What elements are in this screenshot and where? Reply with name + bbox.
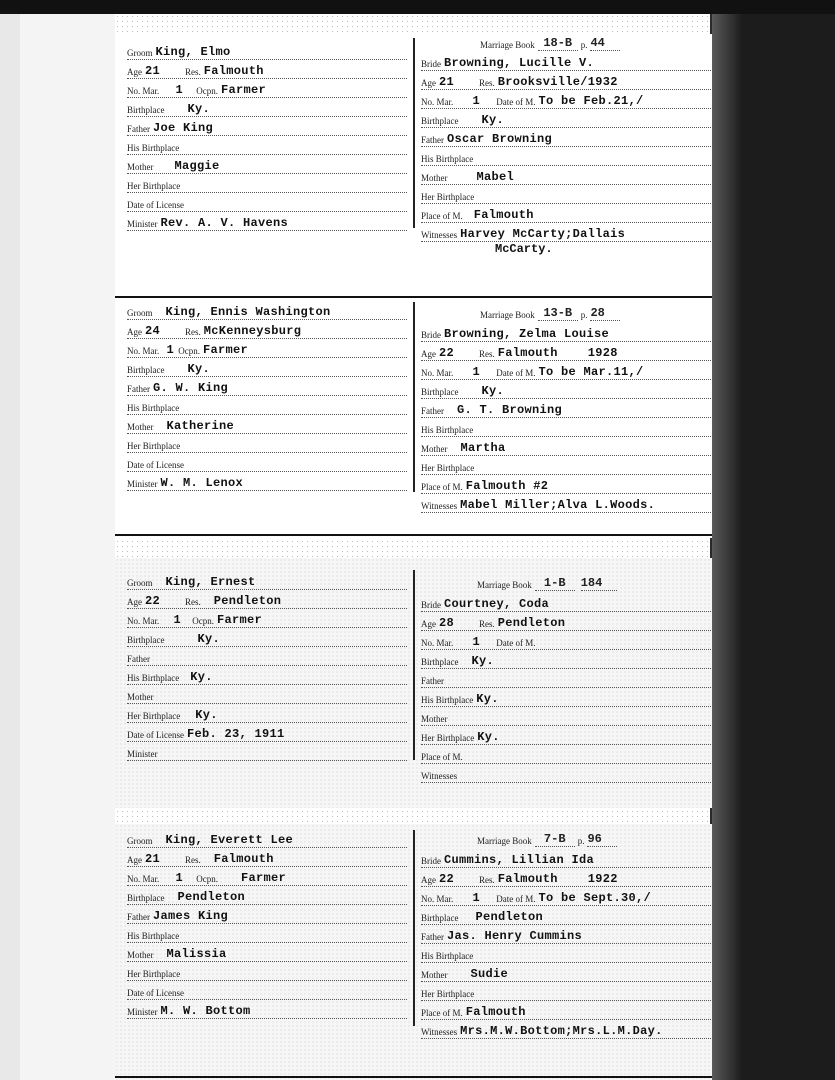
father-label: Father [421, 135, 444, 145]
groom-father-field [127, 648, 407, 666]
ocpn-label: Ocpn. [178, 346, 200, 356]
age-label: Age [421, 875, 436, 885]
bride-label: Bride [421, 600, 441, 610]
bride-her-birthplace: Ky. [477, 730, 500, 744]
bride-age-res-field [421, 613, 711, 631]
place-of-m-label: Place of M. [421, 482, 463, 492]
bride-age-res-field [421, 72, 711, 90]
bride-place-field [421, 205, 711, 223]
groom-label: Groom [127, 836, 153, 846]
groom-father: James King [153, 909, 229, 923]
bride-no-mar: 1 [472, 635, 480, 649]
mother-label: Mother [127, 692, 154, 702]
his-birthplace-label: His Birthplace [127, 673, 180, 683]
marriage-page: 28 [590, 306, 620, 321]
marriage-book: 13-B [538, 306, 578, 321]
her-birthplace-label: Her Birthplace [127, 441, 181, 451]
groom-mar-ocpn-field [127, 610, 407, 628]
bride-her-birthplace-field [421, 186, 711, 204]
no-mar-label: No. Mar. [127, 346, 160, 356]
groom-license-field [127, 724, 407, 742]
groom-age: 24 [145, 324, 161, 338]
groom-minister: M. W. Bottom [160, 1004, 251, 1018]
groom-label: Groom [127, 578, 153, 588]
bride-witnesses-field [421, 1021, 711, 1039]
father-label: Father [127, 124, 150, 134]
bride-mar-date-field [421, 888, 711, 906]
groom-father-field [127, 906, 407, 924]
res-label: Res. [185, 327, 201, 337]
bride-mar-date-field [421, 362, 711, 380]
mother-label: Mother [421, 970, 448, 980]
mother-label: Mother [127, 950, 154, 960]
marriage-record-3 [115, 558, 727, 808]
bride-label: Bride [421, 856, 441, 866]
bride-father: Jas. Henry Cummins [447, 929, 583, 943]
age-label: Age [127, 327, 142, 337]
groom-ocpn: Farmer [221, 83, 267, 97]
groom-birthplace: Ky. [187, 102, 211, 116]
column-divider [413, 38, 415, 228]
bride-no-mar: 1 [472, 365, 480, 379]
minister-label: Minister [127, 479, 158, 489]
groom-age: 22 [145, 594, 161, 608]
her-birthplace-label: Her Birthplace [127, 181, 181, 191]
bride-witnesses-continued: McCarty. [495, 242, 553, 256]
his-birthplace-label: His Birthplace [421, 425, 474, 435]
groom-ocpn: Farmer [217, 613, 263, 627]
bride-name: Cummins, Lillian Ida [444, 853, 595, 867]
birthplace-label: Birthplace [421, 116, 459, 126]
groom-license-field [127, 982, 407, 1000]
his-birthplace-label: His Birthplace [127, 931, 180, 941]
groom-father: G. W. King [153, 381, 229, 395]
marriage-book: 1-B [535, 576, 575, 591]
bride-his-birthplace-field [421, 419, 711, 437]
bride-his-birthplace-field [421, 945, 711, 963]
scan-right-edge [712, 14, 835, 1080]
no-mar-label: No. Mar. [127, 874, 160, 884]
bride-mother-field [421, 167, 711, 185]
groom-mother-field [127, 156, 407, 174]
license-label: Date of License [127, 200, 184, 210]
witnesses-label: Witnesses [421, 230, 458, 240]
groom-no-mar: 1 [173, 613, 181, 627]
groom-minister: Rev. A. V. Havens [160, 216, 289, 230]
bride-name-field [421, 850, 711, 868]
no-mar-label: No. Mar. [421, 368, 454, 378]
bride-age-res-field [421, 343, 711, 361]
age-label: Age [421, 78, 436, 88]
bride-his-birthplace: Ky. [476, 692, 499, 706]
bride-place-field [421, 1002, 711, 1020]
his-birthplace-label: His Birthplace [421, 951, 474, 961]
groom-his-birthplace-field [127, 667, 407, 685]
birthplace-label: Birthplace [127, 635, 165, 645]
bride-no-mar: 1 [472, 94, 480, 108]
ocpn-label: Ocpn. [196, 874, 218, 884]
his-birthplace-label: His Birthplace [127, 143, 180, 153]
marriage-book-label: Marriage Book [477, 580, 532, 590]
bride-label: Bride [421, 59, 441, 69]
birthplace-label: Birthplace [421, 387, 459, 397]
groom-his-birthplace-field [127, 925, 407, 943]
groom-father: Joe King [153, 121, 214, 135]
page-label: p. [580, 40, 588, 50]
groom-no-mar: 1 [175, 871, 183, 885]
groom-her-birthplace-field [127, 175, 407, 193]
bride-res: Falmouth 1922 [497, 872, 618, 886]
bride-father: G. T. Browning [457, 403, 563, 417]
date-of-mar-label: Date of M. [496, 894, 536, 904]
groom-father-field [127, 118, 407, 136]
groom-age-res-field [127, 61, 407, 79]
her-birthplace-label: Her Birthplace [421, 733, 475, 743]
mother-label: Mother [421, 714, 448, 724]
groom-age-res-field [127, 591, 407, 609]
his-birthplace-label: His Birthplace [421, 695, 474, 705]
bride-mother: Martha [460, 441, 506, 455]
groom-label: Groom [127, 308, 153, 318]
groom-age: 21 [145, 852, 161, 866]
place-of-m-label: Place of M. [421, 211, 463, 221]
her-birthplace-label: Her Birthplace [421, 989, 475, 999]
groom-her-birthplace-field [127, 963, 407, 981]
bride-name: Browning, Lucille V. [444, 56, 595, 70]
marriage-book-ref [477, 830, 617, 847]
groom-mother-field [127, 686, 407, 704]
bride-place-of-m: Falmouth #2 [465, 479, 549, 493]
bride-witnesses: Harvey McCarty;Dallais [460, 227, 626, 241]
groom-name-field [127, 302, 407, 320]
her-birthplace-label: Her Birthplace [127, 711, 181, 721]
no-mar-label: No. Mar. [421, 638, 454, 648]
groom-birthplace-field [127, 629, 407, 647]
bride-place-field [421, 476, 711, 494]
marriage-book: 7-B [535, 832, 575, 847]
bride-birthplace-field [421, 381, 711, 399]
groom-birthplace: Pendleton [177, 890, 246, 904]
birthplace-label: Birthplace [421, 657, 459, 667]
license-label: Date of License [127, 460, 184, 470]
groom-mother: Maggie [174, 159, 220, 173]
page-label: p. [580, 310, 588, 320]
father-label: Father [421, 932, 444, 942]
father-label: Father [127, 912, 150, 922]
minister-label: Minister [127, 219, 158, 229]
groom-minister-field [127, 473, 407, 491]
res-label: Res. [185, 597, 201, 607]
her-birthplace-label: Her Birthplace [421, 192, 475, 202]
groom-name-field [127, 42, 407, 60]
groom-age-res-field [127, 321, 407, 339]
groom-ocpn: Farmer [241, 871, 287, 885]
his-birthplace-label: His Birthplace [127, 403, 180, 413]
father-label: Father [127, 654, 150, 664]
groom-name: King, Elmo [155, 45, 231, 59]
groom-birthplace: Ky. [197, 632, 221, 646]
bride-age-res-field [421, 869, 711, 887]
witnesses-label: Witnesses [421, 501, 458, 511]
marriage-page: 184 [581, 576, 617, 591]
bride-her-birthplace-field [421, 727, 711, 745]
bride-witnesses-field [421, 224, 711, 242]
groom-mother-field [127, 944, 407, 962]
bride-mar-date-field [421, 91, 711, 109]
marriage-book-ref [480, 304, 620, 321]
bride-her-birthplace-field [421, 983, 711, 1001]
no-mar-label: No. Mar. [421, 97, 454, 107]
no-mar-label: No. Mar. [421, 894, 454, 904]
marriage-book-label: Marriage Book [477, 836, 532, 846]
bride-mother-field [421, 964, 711, 982]
document-page [20, 14, 710, 1080]
groom-his-birthplace-field [127, 137, 407, 155]
marriage-book-label: Marriage Book [480, 310, 535, 320]
bride-mother: Sudie [470, 967, 509, 981]
res-label: Res. [479, 619, 495, 629]
groom-mother: Malissia [166, 947, 227, 961]
bride-place-of-m: Falmouth [465, 1005, 526, 1019]
groom-her-birthplace-field [127, 435, 407, 453]
groom-his-birthplace-field [127, 397, 407, 415]
groom-res: Falmouth [203, 64, 264, 78]
age-label: Age [127, 855, 142, 865]
groom-birthplace: Ky. [187, 362, 211, 376]
groom-res: McKenneysburg [203, 324, 302, 338]
bride-name-field [421, 594, 711, 612]
bride-mother: Mabel [476, 170, 515, 184]
place-of-m-label: Place of M. [421, 1008, 463, 1018]
bride-birthplace: Ky. [481, 384, 505, 398]
marriage-page: 44 [590, 36, 620, 51]
bride-place-of-m: Falmouth [473, 208, 534, 222]
bride-age: 22 [439, 872, 455, 886]
bride-age: 21 [439, 75, 455, 89]
groom-name-field [127, 830, 407, 848]
groom-birthplace-field [127, 359, 407, 377]
mother-label: Mother [421, 173, 448, 183]
bride-res: Pendleton [497, 616, 566, 630]
bride-father-field [421, 129, 711, 147]
groom-her-birthplace-field [127, 705, 407, 723]
birthplace-label: Birthplace [127, 105, 165, 115]
groom-name: King, Ernest [165, 575, 256, 589]
marriage-book-ref [480, 34, 620, 51]
groom-license-field [127, 194, 407, 212]
groom-age: 21 [145, 64, 161, 78]
column-divider [413, 570, 415, 760]
bride-birthplace: Pendleton [475, 910, 544, 924]
groom-mother: Katherine [166, 419, 235, 433]
bride-birthplace-field [421, 651, 711, 669]
page-label: p. [577, 836, 585, 846]
marriage-book-ref [477, 574, 617, 591]
record-bottom-rule [115, 534, 727, 536]
bride-mar-date-field [421, 632, 711, 650]
groom-birthplace-field [127, 99, 407, 117]
groom-his-birthplace: Ky. [190, 670, 213, 684]
bride-name-field [421, 53, 711, 71]
marriage-page: 96 [587, 832, 617, 847]
groom-license-field [127, 454, 407, 472]
bride-place-field [421, 746, 711, 764]
place-of-m-label: Place of M. [421, 752, 463, 762]
bride-res: Falmouth 1928 [497, 346, 618, 360]
bride-mother-field [421, 438, 711, 456]
bride-name: Courtney, Coda [444, 597, 550, 611]
marriage-book-label: Marriage Book [480, 40, 535, 50]
bride-his-birthplace-field [421, 148, 711, 166]
father-label: Father [127, 384, 150, 394]
groom-name-field [127, 572, 407, 590]
bride-her-birthplace-field [421, 457, 711, 475]
bride-name: Browning, Zelma Louise [444, 327, 610, 341]
res-label: Res. [479, 78, 495, 88]
age-label: Age [127, 67, 142, 77]
marriage-book: 18-B [538, 36, 578, 51]
bride-no-mar: 1 [472, 891, 480, 905]
bride-father: Oscar Browning [447, 132, 553, 146]
res-label: Res. [479, 349, 495, 359]
column-divider [413, 830, 415, 1026]
groom-minister-field [127, 213, 407, 231]
her-birthplace-label: Her Birthplace [127, 969, 181, 979]
mother-label: Mother [127, 162, 154, 172]
groom-minister-field [127, 743, 407, 761]
age-label: Age [421, 619, 436, 629]
bride-date-of-mar: To be Sept.30,/ [538, 891, 652, 905]
bride-name-field [421, 324, 711, 342]
bride-age: 28 [439, 616, 455, 630]
birthplace-label: Birthplace [421, 913, 459, 923]
groom-her-birthplace: Ky. [195, 708, 218, 722]
ocpn-label: Ocpn. [196, 86, 218, 96]
groom-name: King, Everett Lee [165, 833, 294, 847]
bride-witnesses: Mrs.M.W.Bottom;Mrs.L.M.Day. [460, 1024, 663, 1038]
father-label: Father [421, 676, 444, 686]
marriage-record-2 [115, 298, 727, 538]
groom-license: Feb. 23, 1911 [186, 727, 285, 741]
mother-label: Mother [127, 422, 154, 432]
bride-birthplace: Ky. [471, 654, 495, 668]
groom-name: King, Ennis Washington [165, 305, 331, 319]
age-label: Age [127, 597, 142, 607]
groom-mar-ocpn-field [127, 80, 407, 98]
groom-minister: W. M. Lenox [160, 476, 244, 490]
license-label: Date of License [127, 988, 184, 998]
column-divider [413, 302, 415, 492]
no-mar-label: No. Mar. [127, 616, 160, 626]
bride-his-birthplace-field [421, 689, 711, 707]
bride-age: 22 [439, 346, 455, 360]
groom-label: Groom [127, 48, 153, 58]
groom-no-mar: 1 [175, 83, 183, 97]
date-of-mar-label: Date of M. [496, 368, 536, 378]
groom-father-field [127, 378, 407, 396]
age-label: Age [421, 349, 436, 359]
her-birthplace-label: Her Birthplace [421, 463, 475, 473]
groom-mar-ocpn-field [127, 868, 407, 886]
mother-label: Mother [421, 444, 448, 454]
bride-witnesses-field [421, 765, 711, 783]
bride-witnesses: Mabel Miller;Alva L.Woods. [460, 498, 656, 512]
res-label: Res. [185, 67, 201, 77]
groom-mother-field [127, 416, 407, 434]
birthplace-label: Birthplace [127, 365, 165, 375]
groom-birthplace-field [127, 887, 407, 905]
marriage-record-4 [115, 824, 727, 1080]
groom-no-mar: 1 [166, 343, 174, 357]
license-label: Date of License [127, 730, 184, 740]
groom-mar-ocpn-field [127, 340, 407, 358]
minister-label: Minister [127, 749, 158, 759]
bride-father-field [421, 926, 711, 944]
bride-father-field [421, 400, 711, 418]
scan-left-margin [0, 14, 20, 1080]
groom-res: Falmouth [213, 852, 274, 866]
birthplace-label: Birthplace [127, 893, 165, 903]
his-birthplace-label: His Birthplace [421, 154, 474, 164]
date-of-mar-label: Date of M. [496, 97, 536, 107]
res-label: Res. [185, 855, 201, 865]
bride-res: Brooksville/1932 [497, 75, 618, 89]
groom-age-res-field [127, 849, 407, 867]
scan-top-edge [0, 0, 835, 14]
groom-minister-field [127, 1001, 407, 1019]
bride-birthplace: Ky. [481, 113, 505, 127]
bride-birthplace-field [421, 907, 711, 925]
ocpn-label: Ocpn. [192, 616, 214, 626]
witnesses-label: Witnesses [421, 1027, 458, 1037]
record-bottom-rule [115, 1076, 727, 1078]
bride-birthplace-field [421, 110, 711, 128]
bride-date-of-mar: To be Feb.21,/ [538, 94, 644, 108]
date-of-mar-label: Date of M. [496, 638, 536, 648]
groom-res: Pendleton [213, 594, 282, 608]
minister-label: Minister [127, 1007, 158, 1017]
bride-mother-field [421, 708, 711, 726]
marriage-record-1 [115, 34, 727, 298]
groom-ocpn: Farmer [203, 343, 249, 357]
res-label: Res. [479, 875, 495, 885]
bride-father-field [421, 670, 711, 688]
bride-date-of-mar: To be Mar.11,/ [538, 365, 644, 379]
father-label: Father [421, 406, 444, 416]
no-mar-label: No. Mar. [127, 86, 160, 96]
witnesses-label: Witnesses [421, 771, 458, 781]
bride-witnesses-field [421, 495, 711, 513]
bride-label: Bride [421, 330, 441, 340]
